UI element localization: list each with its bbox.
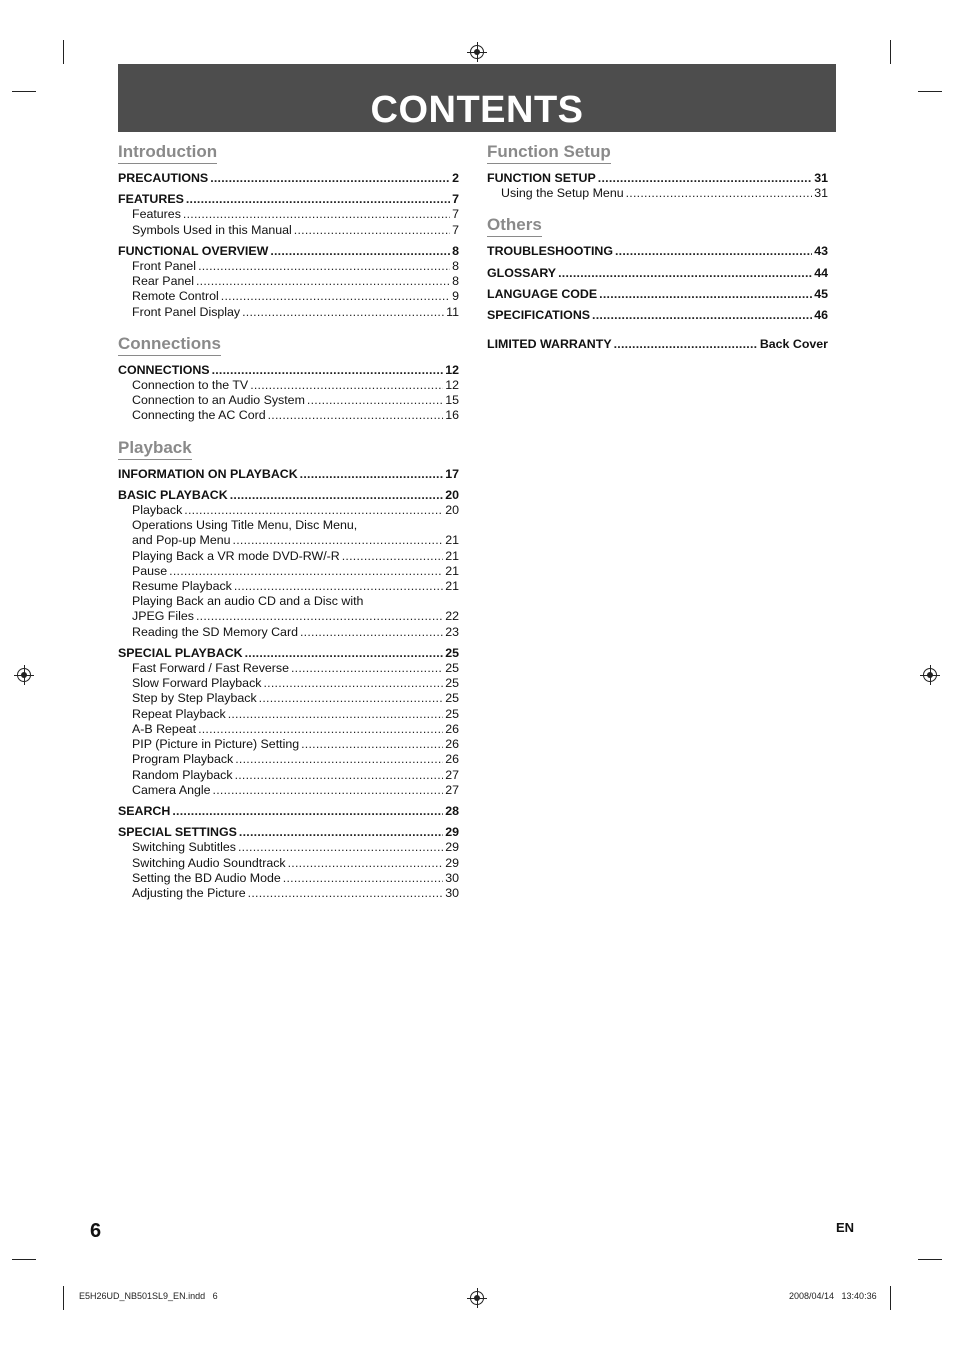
toc-page-number: 21 — [445, 533, 459, 548]
toc-entry-label: Switching Subtitles — [132, 840, 236, 855]
toc-page-number: 15 — [445, 393, 459, 408]
toc-entry-text: Playing Back an audio CD and a Disc with — [132, 594, 364, 609]
toc-sub-entry — [118, 783, 459, 798]
toc-page-number: 26 — [445, 737, 459, 752]
toc-page-number: 31 — [814, 186, 828, 201]
toc-sub-entry — [118, 661, 459, 676]
toc-entry-label: LANGUAGE CODE — [487, 286, 598, 301]
toc-sub-entry — [118, 564, 459, 579]
toc-entry-label: INFORMATION ON PLAYBACK — [118, 466, 298, 481]
dot-leader — [248, 886, 444, 901]
crop-mark — [12, 91, 36, 92]
toc-sub-entry — [118, 503, 459, 518]
toc-chapter-entry — [487, 244, 828, 259]
toc-page-number: 25 — [445, 691, 459, 706]
toc-entry-label: Program Playback — [132, 752, 234, 767]
dot-leader — [245, 646, 444, 661]
toc-entry-label: FUNCTIONAL OVERVIEW — [118, 243, 269, 258]
toc-sub-entry — [118, 768, 459, 783]
toc-sub-entry — [118, 579, 459, 594]
toc-page-number: 45 — [814, 286, 828, 301]
toc-entry-label: GLOSSARY — [487, 265, 557, 280]
toc-entry-label: Slow Forward Playback — [132, 676, 262, 691]
dot-leader — [183, 207, 450, 222]
toc-sub-entry — [118, 737, 459, 752]
language-code: EN — [836, 1220, 855, 1235]
toc-chapter-entry — [118, 825, 459, 840]
registration-mark-icon — [17, 668, 31, 682]
toc-page-number: 8 — [452, 274, 459, 289]
toc-entry-label: Remote Control — [132, 289, 219, 304]
toc-entry-label: CONNECTIONS — [118, 362, 210, 377]
dot-leader — [307, 393, 443, 408]
dot-leader — [270, 244, 450, 259]
footer-timestamp: 2008/04/14 13:40:36 — [789, 1291, 877, 1301]
toc-chapter-entry — [118, 171, 459, 186]
dot-leader — [239, 825, 443, 840]
toc-chapter-entry — [118, 646, 459, 661]
toc-page-number: 46 — [814, 308, 828, 323]
crop-mark — [12, 1259, 36, 1260]
section-connections — [118, 334, 459, 424]
toc-sub-entry — [118, 223, 459, 238]
toc-entry-label: SPECIAL SETTINGS — [118, 825, 237, 840]
toc-sub-entry — [118, 305, 459, 320]
toc-page-number: Back Cover — [759, 337, 828, 352]
toc-entry-label: LIMITED WARRANTY — [487, 337, 612, 352]
toc-list — [118, 171, 459, 320]
toc-page-number: 43 — [814, 244, 828, 259]
dot-leader — [259, 691, 444, 706]
toc-entry-text: Operations Using Title Menu, Disc Menu, — [132, 518, 358, 533]
toc-entry-label: Playback — [132, 503, 183, 518]
registration-mark-icon — [470, 45, 484, 59]
toc-entry-label: Reading the SD Memory Card — [132, 624, 298, 639]
dot-leader — [300, 625, 443, 640]
toc-sub-entry — [118, 752, 459, 767]
toc-page-number: 8 — [452, 243, 459, 258]
page-number: 6 — [90, 1220, 102, 1242]
toc-entry-label: Fast Forward / Fast Reverse — [132, 661, 289, 676]
toc-page-number: 20 — [445, 487, 459, 502]
dot-leader — [230, 488, 444, 503]
crop-mark — [63, 40, 64, 64]
toc-chapter-entry — [118, 488, 459, 503]
section-introduction — [118, 142, 459, 320]
toc-page-number: 23 — [445, 624, 459, 639]
crop-mark — [918, 91, 942, 92]
toc-page-number: 9 — [452, 289, 459, 304]
toc-sub-entry — [118, 207, 459, 222]
dot-leader — [615, 244, 812, 259]
toc-page-number: 7 — [452, 192, 459, 207]
toc-entry-label: Step by Step Playback — [132, 691, 257, 706]
toc-entry-label: Connecting the AC Cord — [132, 408, 266, 423]
dot-leader — [238, 840, 443, 855]
dot-leader — [342, 549, 443, 564]
crop-mark — [890, 40, 891, 64]
toc-entry-label: FUNCTION SETUP — [487, 171, 596, 185]
toc-entry-label: TROUBLESHOOTING — [487, 244, 613, 259]
toc-chapter-entry — [487, 266, 828, 281]
dot-leader — [221, 289, 450, 304]
dot-leader — [184, 503, 443, 518]
toc-list — [118, 467, 459, 901]
dot-leader — [599, 287, 812, 302]
toc-page-number: 21 — [445, 563, 459, 578]
toc-page-number: 22 — [445, 609, 459, 624]
dot-leader — [242, 305, 444, 320]
toc-entry-label: and Pop-up Menu — [132, 533, 231, 548]
toc-page-number: 20 — [445, 503, 459, 518]
toc-entry-label: Rear Panel — [132, 274, 194, 289]
section-heading: Connections — [118, 334, 221, 356]
footer-file-name: E5H26UD_NB501SL9_EN.indd 6 — [79, 1291, 218, 1301]
toc-entry-label: Setting the BD Audio Mode — [132, 870, 281, 885]
toc-entry-label: SPECIFICATIONS — [487, 308, 591, 323]
toc-sub-entry — [118, 289, 459, 304]
toc-chapter-entry — [118, 244, 459, 259]
toc-page-number: 21 — [445, 548, 459, 563]
dot-leader — [169, 564, 443, 579]
dot-leader — [291, 661, 443, 676]
toc-chapter-entry — [118, 467, 459, 482]
toc-sub-entry — [118, 886, 459, 901]
toc-list — [487, 171, 828, 201]
toc-page-number: 26 — [445, 752, 459, 767]
toc-entry-label: Using the Setup Menu — [501, 186, 624, 201]
dot-leader — [250, 378, 443, 393]
toc-entry-label: JPEG Files — [132, 609, 194, 624]
toc-sub-entry — [118, 549, 459, 564]
dot-leader — [288, 856, 444, 871]
toc-sub-entry — [118, 274, 459, 289]
dot-leader — [198, 259, 450, 274]
toc-entry-label: SPECIAL PLAYBACK — [118, 645, 243, 660]
toc-entry-label: Adjusting the Picture — [132, 885, 246, 900]
toc-sub-entry — [118, 676, 459, 691]
toc-chapter-entry — [118, 363, 459, 378]
toc-page-number: 29 — [445, 825, 459, 840]
registration-mark-icon — [923, 668, 937, 682]
toc-page-number: 25 — [445, 645, 459, 660]
toc-page-number: 25 — [445, 661, 459, 676]
toc-entry-label: PIP (Picture in Picture) Setting — [132, 737, 300, 752]
toc-entry-label: Connection to an Audio System — [132, 393, 305, 408]
toc-warranty-entry — [487, 337, 828, 352]
section-heading: Function Setup — [487, 142, 611, 164]
toc-sub-entry — [118, 840, 459, 855]
dot-leader — [263, 676, 443, 691]
toc-page-number: 7 — [452, 222, 459, 237]
toc-page-number: 8 — [452, 259, 459, 274]
toc-page-number: 29 — [445, 855, 459, 870]
toc-sub-entry — [118, 609, 459, 624]
toc-page-number: 25 — [445, 706, 459, 721]
dot-leader — [196, 609, 443, 624]
toc-chapter-entry — [118, 804, 459, 819]
toc-list — [487, 244, 828, 323]
toc-sub-entry — [118, 259, 459, 274]
toc-sub-entry — [118, 533, 459, 548]
toc-sub-entry — [118, 707, 459, 722]
dot-leader — [212, 363, 444, 378]
toc-page-number: 29 — [445, 840, 459, 855]
dot-leader — [198, 722, 443, 737]
dot-leader — [235, 752, 443, 767]
toc-entry-label: FEATURES — [118, 192, 184, 207]
toc-page-number: 44 — [814, 265, 828, 280]
toc-entry-label: Symbols Used in this Manual — [132, 222, 292, 237]
section-others — [487, 215, 828, 323]
toc-entry-label: PRECAUTIONS — [118, 171, 209, 185]
section-heading: Introduction — [118, 142, 217, 164]
toc-sub-entry — [118, 871, 459, 886]
toc-sub-entry — [118, 691, 459, 706]
toc-chapter-entry — [487, 287, 828, 302]
toc-entry-label: Switching Audio Soundtrack — [132, 855, 286, 870]
crop-mark — [890, 1286, 891, 1310]
toc-page-number: 27 — [445, 782, 459, 797]
toc-sub-entry — [118, 856, 459, 871]
toc-entry-label: Camera Angle — [132, 782, 211, 797]
toc-entry-label: Front Panel Display — [132, 304, 241, 319]
section-heading: Others — [487, 215, 542, 237]
right-column — [487, 142, 828, 352]
dot-leader — [283, 871, 443, 886]
registration-mark-icon — [470, 1291, 484, 1305]
contents-banner: CONTENTS — [118, 64, 836, 132]
dot-leader — [235, 768, 444, 783]
dot-leader — [294, 223, 450, 238]
toc-chapter-entry — [118, 192, 459, 207]
toc-entry-label: BASIC PLAYBACK — [118, 487, 228, 502]
dot-leader — [300, 467, 444, 482]
dot-leader — [172, 804, 443, 819]
toc-page-number: 21 — [445, 579, 459, 594]
dot-leader — [196, 274, 450, 289]
toc-page-number: 2 — [452, 171, 459, 185]
toc-page-number: 31 — [814, 171, 828, 185]
dot-leader — [210, 171, 450, 186]
dot-leader — [558, 266, 812, 281]
toc-entry-label: Connection to the TV — [132, 378, 249, 393]
toc-sub-entry — [487, 186, 828, 201]
toc-list — [118, 363, 459, 424]
toc-entry-label: Front Panel — [132, 259, 197, 274]
toc-entry-label: Random Playback — [132, 767, 233, 782]
toc-page-number: 30 — [445, 885, 459, 900]
dot-leader — [626, 186, 813, 201]
dot-leader — [301, 737, 443, 752]
toc-page-number: 27 — [445, 767, 459, 782]
section-playback — [118, 438, 459, 901]
toc-page-number: 28 — [445, 803, 459, 818]
dot-leader — [614, 337, 758, 352]
toc-page-number: 17 — [445, 466, 459, 481]
toc-entry-label: SEARCH — [118, 803, 171, 818]
toc-page-number: 12 — [445, 378, 459, 393]
toc-page-number: 12 — [445, 362, 459, 377]
dot-leader — [228, 707, 444, 722]
toc-page-number: 16 — [445, 408, 459, 423]
toc-entry-label: Repeat Playback — [132, 706, 226, 721]
toc-page-number: 25 — [445, 676, 459, 691]
crop-mark — [63, 1286, 64, 1310]
dot-leader — [268, 408, 444, 423]
dot-leader — [598, 171, 812, 186]
dot-leader — [186, 192, 450, 207]
toc-page-number: 7 — [452, 207, 459, 222]
left-column — [118, 142, 459, 915]
toc-entry-label: Playing Back a VR mode DVD-RW/-R — [132, 548, 340, 563]
toc-sub-entry — [118, 722, 459, 737]
toc-page-number: 11 — [446, 304, 459, 319]
section-heading: Playback — [118, 438, 192, 460]
toc-chapter-entry — [487, 171, 828, 186]
toc-sub-entry — [118, 408, 459, 423]
crop-mark — [918, 1259, 942, 1260]
toc-page-number: 30 — [445, 870, 459, 885]
dot-leader — [592, 308, 812, 323]
toc-sub-entry — [118, 378, 459, 393]
toc-page-number: 26 — [445, 721, 459, 736]
toc-entry-label: Pause — [132, 563, 168, 578]
dot-leader — [233, 533, 444, 548]
dot-leader — [213, 783, 444, 798]
toc-sub-entry — [118, 625, 459, 640]
toc-chapter-entry — [487, 308, 828, 323]
toc-entry-label: Resume Playback — [132, 579, 232, 594]
toc-entry-label: A-B Repeat — [132, 721, 197, 736]
section-function-setup — [487, 142, 828, 201]
toc-entry-label: Features — [132, 207, 181, 222]
dot-leader — [234, 579, 443, 594]
toc-sub-entry — [118, 393, 459, 408]
